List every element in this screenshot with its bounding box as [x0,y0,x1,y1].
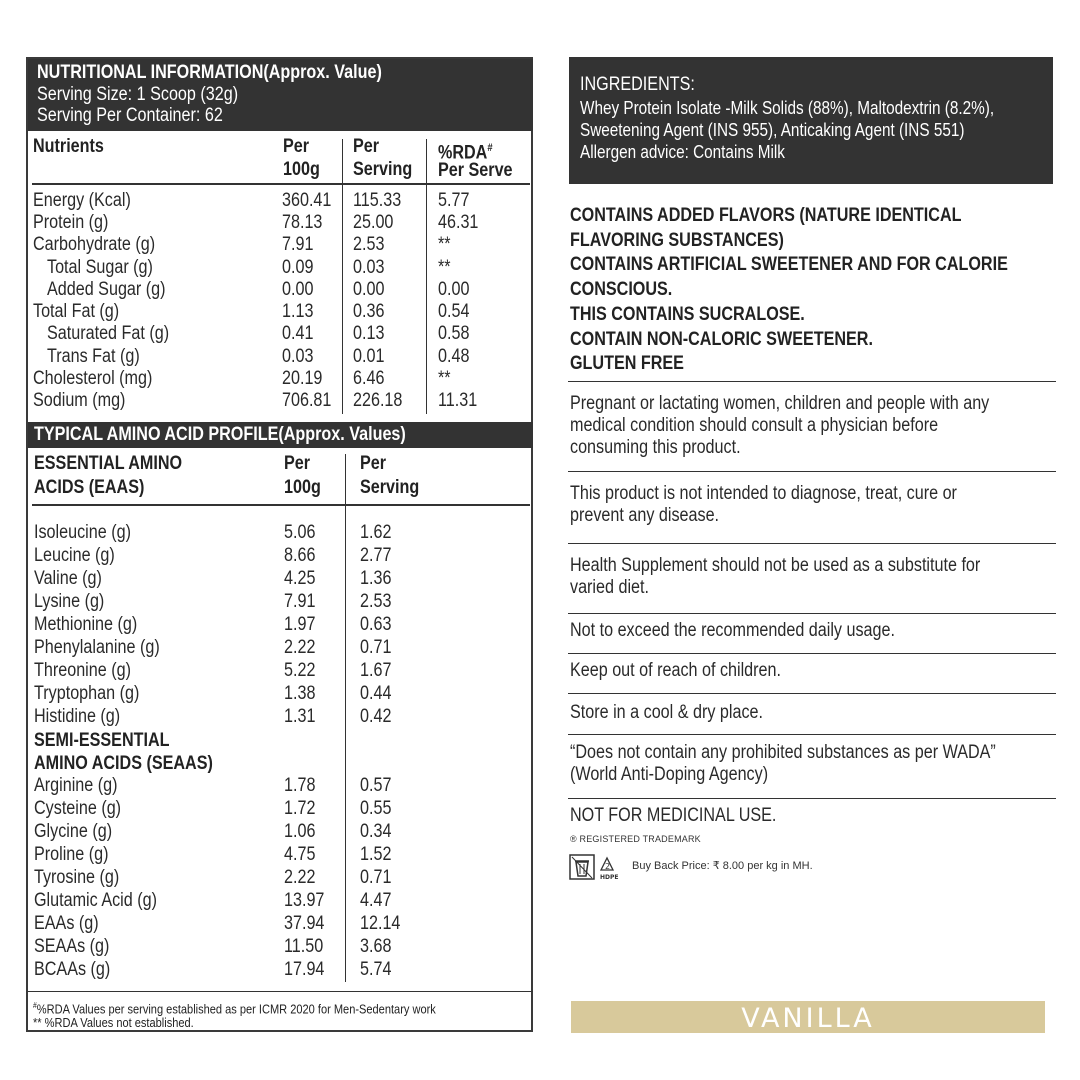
warning-line: CONTAINS ADDED FLAVORS (NATURE IDENTICAL [570,205,962,226]
divider [568,653,1056,654]
amino-header [28,422,533,448]
warning-line: GLUTEN FREE [570,353,684,374]
amino-name: BCAAs (g) [34,959,111,980]
nutrition-header [28,59,533,131]
amino-perserv-b: Serving [360,477,420,498]
amino-per-serving: 0.71 [360,867,392,888]
amino-per-serving: 2.53 [360,591,392,612]
ingredients-title: INGREDIENTS: [580,74,695,95]
nutrient-name: Sodium (mg) [33,390,126,411]
amino-name: Arginine (g) [34,775,118,796]
amino-name: Phenylalanine (g) [34,637,160,658]
amino-per-serving: 1.67 [360,660,392,681]
nutrient-per-serving: 2.53 [353,234,385,255]
amino-per-serving: 4.47 [360,890,392,911]
nutrient-rda: 46.31 [438,212,479,233]
nutrient-rda: 11.31 [438,390,478,411]
advisory-line: prevent any disease. [570,505,720,526]
col-perserv-a: Per [353,136,380,157]
amino-per100: 4.25 [284,568,316,589]
amino-name: Methionine (g) [34,614,138,635]
servings-per-container: Serving Per Container: 62 [37,105,223,126]
col-rda-a: %RDA# [438,142,493,164]
amino-per100: 17.94 [284,959,325,980]
advisory-line: consuming this product. [570,437,741,458]
amino-title: TYPICAL AMINO ACID PROFILE(Approx. Values) [34,424,406,445]
amino-per-serving: 12.14 [360,913,401,934]
amino-name: Glycine (g) [34,821,113,842]
nutrient-per-serving: 0.36 [353,301,385,322]
nutrient-name: Protein (g) [33,212,109,233]
amino-per100: 1.72 [284,798,316,819]
amino-name: Valine (g) [34,568,102,589]
nutrient-per-serving: 115.33 [353,190,402,211]
recycle-code: 2 [605,862,611,871]
amino-name: Lysine (g) [34,591,105,612]
amino-per-serving: 1.36 [360,568,392,589]
footnote-1: #%RDA Values per serving established as per ICMR 2020 for Men-Sedentary work [33,1001,436,1017]
nutrient-per-serving: 25.00 [353,212,394,233]
nutrition-title: NUTRITIONAL INFORMATION(Approx. Value) [37,62,382,83]
col-per100-a: Per [283,136,310,157]
nutrient-per-serving: 0.00 [353,279,385,300]
buyback-price: Buy Back Price: ₹ 8.00 per kg in MH. [632,860,813,872]
amino-name: Threonine (g) [34,660,131,681]
amino-name: Proline (g) [34,844,109,865]
nutrient-name: Energy (Kcal) [33,190,131,211]
amino-per-serving: 1.62 [360,522,392,543]
amino-per100: 37.94 [284,913,325,934]
nutrient-name: Total Fat (g) [33,301,120,322]
bin-icon [569,852,627,882]
amino-per100: 5.06 [284,522,316,543]
divider [568,471,1056,472]
advisory-line: NOT FOR MEDICINAL USE. [570,805,777,826]
ingredients-line: Whey Protein Isolate -Milk Solids (88%), Maltodextrin (8.2%), [580,98,995,118]
serving-size: Serving Size: 1 Scoop (32g) [37,84,239,105]
ingredients-line: Sweetening Agent (INS 955), Anticaking Agent (INS 551) [580,120,965,140]
amino-per-serving: 1.52 [360,844,392,865]
amino-per-serving: 0.57 [360,775,392,796]
amino-per100: 1.31 [284,706,316,727]
amino-per100: 1.97 [284,614,316,635]
nutrient-per100: 7.91 [282,234,314,255]
semi-title-a: SEMI-ESSENTIAL [34,730,170,751]
amino-per100: 1.78 [284,775,316,796]
divider [568,693,1056,694]
amino-name: Histidine (g) [34,706,121,727]
warning-line: CONTAIN NON-CALORIC SWEETENER. [570,329,873,350]
nutrient-rda: 0.54 [438,301,470,322]
advisory-line: Not to exceed the recommended daily usage. [570,620,895,641]
nutrient-per100: 0.00 [282,279,314,300]
divider [568,381,1056,382]
nutrient-name: Trans Fat (g) [47,346,140,367]
recycle-label: HDPE [600,874,619,881]
warning-line: CONTAINS ARTIFICIAL SWEETENER AND FOR CALORIE [570,254,1008,275]
footnote-2: ** %RDA Values not established. [33,1015,194,1030]
advisory-line: medical condition should consult a physician before [570,415,939,436]
advisory-line: Health Supplement should not be used as a substitute for [570,555,981,576]
nutrient-per-serving: 0.03 [353,257,385,278]
col-per100-b: 100g [283,159,320,180]
nutrient-per100: 0.41 [282,323,314,344]
amino-per-serving: 0.55 [360,798,392,819]
amino-name: Glutamic Acid (g) [34,890,157,911]
amino-name: EAAs (g) [34,913,99,934]
amino-per-serving: 0.63 [360,614,392,635]
flavour-band [571,1001,1045,1033]
advisory-line: (World Anti-Doping Agency) [570,764,769,785]
nutrient-rda: 5.77 [438,190,470,211]
registered-trademark: ® REGISTERED TRADEMARK [570,834,701,844]
advisory-line: Pregnant or lactating women, children and people with any [570,393,990,414]
amino-per100: 1.06 [284,821,316,842]
nutrient-rda: 0.00 [438,279,470,300]
nutrient-name: Total Sugar (g) [47,257,153,278]
amino-per100: 8.66 [284,545,316,566]
nutrition-panel [26,57,533,1032]
nutrient-per-serving: 226.18 [353,390,403,411]
nutrient-per100: 0.09 [282,257,314,278]
amino-per100: 13.97 [284,890,325,911]
ingredients-line: Allergen advice: Contains Milk [580,142,785,162]
warning-line: FLAVORING SUBSTANCES) [570,230,784,251]
nutrient-per100: 20.19 [282,368,323,389]
amino-col1-b: ACIDS (EAAS) [34,477,145,498]
semi-title-b: AMINO ACIDS (SEAAS) [34,753,213,774]
nutrient-per100: 706.81 [282,390,332,411]
nutrient-per100: 1.13 [282,301,314,322]
amino-per-serving: 2.77 [360,545,392,566]
amino-per100: 7.91 [284,591,316,612]
nutrient-name: Saturated Fat (g) [47,323,170,344]
divider [568,543,1056,544]
amino-per100: 5.22 [284,660,316,681]
warning-line: THIS CONTAINS SUCRALOSE. [570,304,805,325]
amino-name: Cysteine (g) [34,798,122,819]
amino-per100-b: 100g [284,477,321,498]
col-rda-b: Per Serve [438,160,513,181]
amino-name: Tryptophan (g) [34,683,140,704]
amino-name: Isoleucine (g) [34,522,131,543]
nutrient-rda: ** [438,234,451,255]
nutrient-rda: ** [438,257,451,278]
amino-name: SEAAs (g) [34,936,110,957]
amino-perserv-a: Per [360,453,387,474]
nutrient-rda: ** [438,368,451,389]
amino-per-serving: 0.71 [360,637,392,658]
ingredients-panel [569,57,1053,184]
advisory-line: This product is not intended to diagnose, treat, cure or [570,483,957,504]
divider [568,613,1056,614]
amino-per-serving: 5.74 [360,959,392,980]
amino-name: Tyrosine (g) [34,867,120,888]
amino-per100: 11.50 [284,936,324,957]
nutrient-rda: 0.48 [438,346,470,367]
nutrient-per-serving: 0.13 [353,323,385,344]
warning-line: CONSCIOUS. [570,279,673,300]
col-perserv-b: Serving [353,159,413,180]
col-nutrients: Nutrients [33,136,104,157]
nutrient-rda: 0.58 [438,323,470,344]
advisory-line: varied diet. [570,577,650,598]
advisory-line: “Does not contain any prohibited substances as per WADA” [570,742,996,763]
amino-per100: 2.22 [284,637,316,658]
nutrient-name: Cholesterol (mg) [33,368,153,389]
advisory-line: Keep out of reach of children. [570,660,781,681]
advisory-line: Store in a cool & dry place. [570,702,764,723]
amino-per100: 1.38 [284,683,316,704]
flavour-name: VANILLA [741,1003,875,1034]
amino-per100-a: Per [284,453,311,474]
nutrient-name: Carbohydrate (g) [33,234,156,255]
amino-per-serving: 0.34 [360,821,392,842]
nutrient-per-serving: 6.46 [353,368,385,389]
divider [568,734,1056,735]
amino-per-serving: 0.42 [360,706,392,727]
amino-per100: 4.75 [284,844,316,865]
nutrient-per100: 78.13 [282,212,323,233]
nutrient-per100: 360.41 [282,190,332,211]
nutrient-per100: 0.03 [282,346,314,367]
amino-name: Leucine (g) [34,545,115,566]
nutrient-name: Added Sugar (g) [47,279,166,300]
amino-per100: 2.22 [284,867,316,888]
amino-per-serving: 0.44 [360,683,392,704]
amino-col1-a: ESSENTIAL AMINO [34,453,183,474]
amino-per-serving: 3.68 [360,936,392,957]
nutrient-per-serving: 0.01 [353,346,385,367]
divider [568,798,1056,799]
